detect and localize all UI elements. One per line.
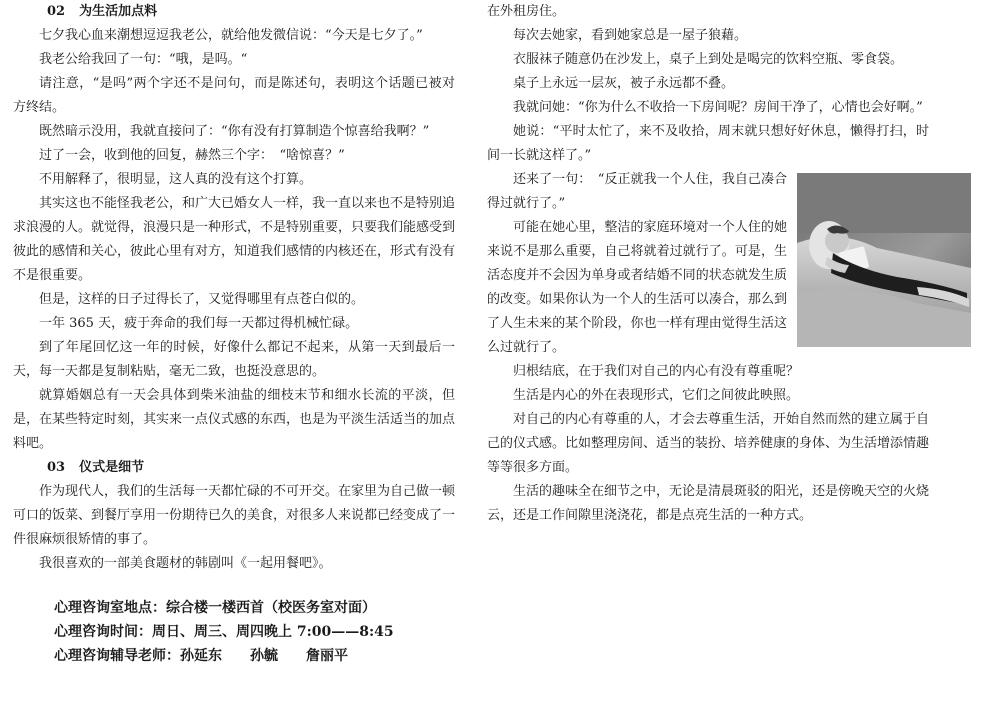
paragraph: 我老公给我回了一句：“哦，是吗。“ <box>39 52 248 67</box>
section-03-heading <box>13 456 455 480</box>
section-03-title: 仪式是细节 <box>79 460 145 475</box>
section-02-heading <box>13 0 455 24</box>
section-02-title: 为生活加点料 <box>79 4 158 19</box>
paragraph: 七夕我心血来潮想逗逗我老公，就给他发微信说：“今天是七夕了。” <box>39 28 423 43</box>
counseling-location: 心理咨询室地点：综合楼一楼西首（校医务室对面） <box>54 600 376 616</box>
paragraph: 到了年尾回忆这一年的时候，好像什么都记不起来，从第一天到最后一天，每一天都是复制粘贴，毫无二致，也挺没意思的。 <box>13 340 455 379</box>
paragraph: 就算婚姻总有一天会具体到柴米油盐的细枝末节和细水长流的平淡，但是，在某些特定时刻，其实来一点仪式感的东西，也是为平淡生活适当的加点料吧。 <box>13 388 456 451</box>
left-column <box>13 0 455 576</box>
paragraph: 她说：“平时太忙了，来不及收拾，周末就只想好好休息，懒得打扫，时间一长就这样了。” <box>487 124 929 163</box>
paragraph: 我就问她：“你为什么不收拾一下房间呢？房间干净了，心情也会好啊。” <box>513 100 923 115</box>
paragraph: 请注意，“是吗”两个字还不是问句，而是陈述句，表明这个话题已被对方终结。 <box>13 76 455 115</box>
counseling-time: 心理咨询时间：周日、周三、周四晚上 7:00——8:45 <box>54 624 394 640</box>
section-02-number: 02 <box>47 4 66 19</box>
paragraph: 不用解释了，很明显，这人真的没有这个打算。 <box>39 172 313 187</box>
paragraph: 每次去她家，看到她家总是一屋子狼藉。 <box>513 28 748 43</box>
paragraph: 我很喜欢的一部美食题材的韩剧叫《一起用餐吧》。 <box>39 556 332 571</box>
paragraph: 生活是内心的外在表现形式，它们之间彼此映照。 <box>513 388 800 403</box>
paragraph: 归根结底，在于我们对自己的内心有没有尊重呢？ <box>513 364 800 379</box>
counseling-teachers: 心理咨询辅导老师：孙延东 孙毓 詹丽平 <box>54 648 348 664</box>
paragraph: 其实这也不能怪我老公，和广大已婚女人一样，我一直以来也不是特别追求浪漫的人。就觉得，浪漫只是一种形式，不是特别重要，只要我们能感受到彼此的感情和关心，彼此心里有对方，知道我们感情的内核还在，形式有没有不是很重要。 <box>13 196 456 283</box>
paragraph: 作为现代人，我们的生活每一天都忙碌的不可开交。在家里为自己做一顿可口的饭菜、到餐厅享用一份期待已久的美食，对很多人来说都已经变成了一件很麻烦很矫情的事了。 <box>13 484 456 547</box>
paragraph: 既然暗示没用，我就直接问了：“你有没有打算制造个惊喜给我啊？” <box>39 124 430 139</box>
paragraph: 还来了一句： “反正就我一个人住，我自己凑合得过就行了。” <box>487 172 787 211</box>
paragraph: 在外租房住。 <box>487 4 566 19</box>
section-03-number: 03 <box>47 460 66 475</box>
paragraph: 一年 365 天，疲于奔命的我们每一天都过得机械忙碌。 <box>39 316 359 331</box>
paragraph: 可能在她心里，整洁的家庭环境对一个人住的她来说不是那么重要，自己将就着过就行了。可是，生活态度并不会因为单身或者结婚不同的状态就发生质的改变。如果你认为一个人的生活可以凑合，那么到了人生未来的某个阶段，你也一样有理由觉得生活这么过就行了。 <box>487 220 787 355</box>
paragraph: 但是，这样的日子过得长了，又觉得哪里有点苍白似的。 <box>39 292 365 307</box>
paragraph: 过了一会，收到他的回复，赫然三个字： “啥惊喜？” <box>39 148 345 163</box>
counseling-info <box>54 596 394 668</box>
paragraph: 对自己的内心有尊重的人，才会去尊重生活，开始自然而然的建立属于自己的仪式感。比如整理房间、适当的装扮、培养健康的身体、为生活增添情趣等等很多方面。 <box>487 412 930 475</box>
woman-reading-photo <box>797 173 971 347</box>
paragraph: 生活的趣味全在细节之中，无论是清晨斑驳的阳光，还是傍晚天空的火烧云，还是工作间隙里浇浇花，都是点亮生活的一种方式。 <box>487 484 930 523</box>
paragraph: 衣服袜子随意仍在沙发上，桌子上到处是喝完的饮料空瓶、零食袋。 <box>513 52 904 67</box>
paragraph: 桌子上永远一层灰，被子永远都不叠。 <box>513 76 735 91</box>
